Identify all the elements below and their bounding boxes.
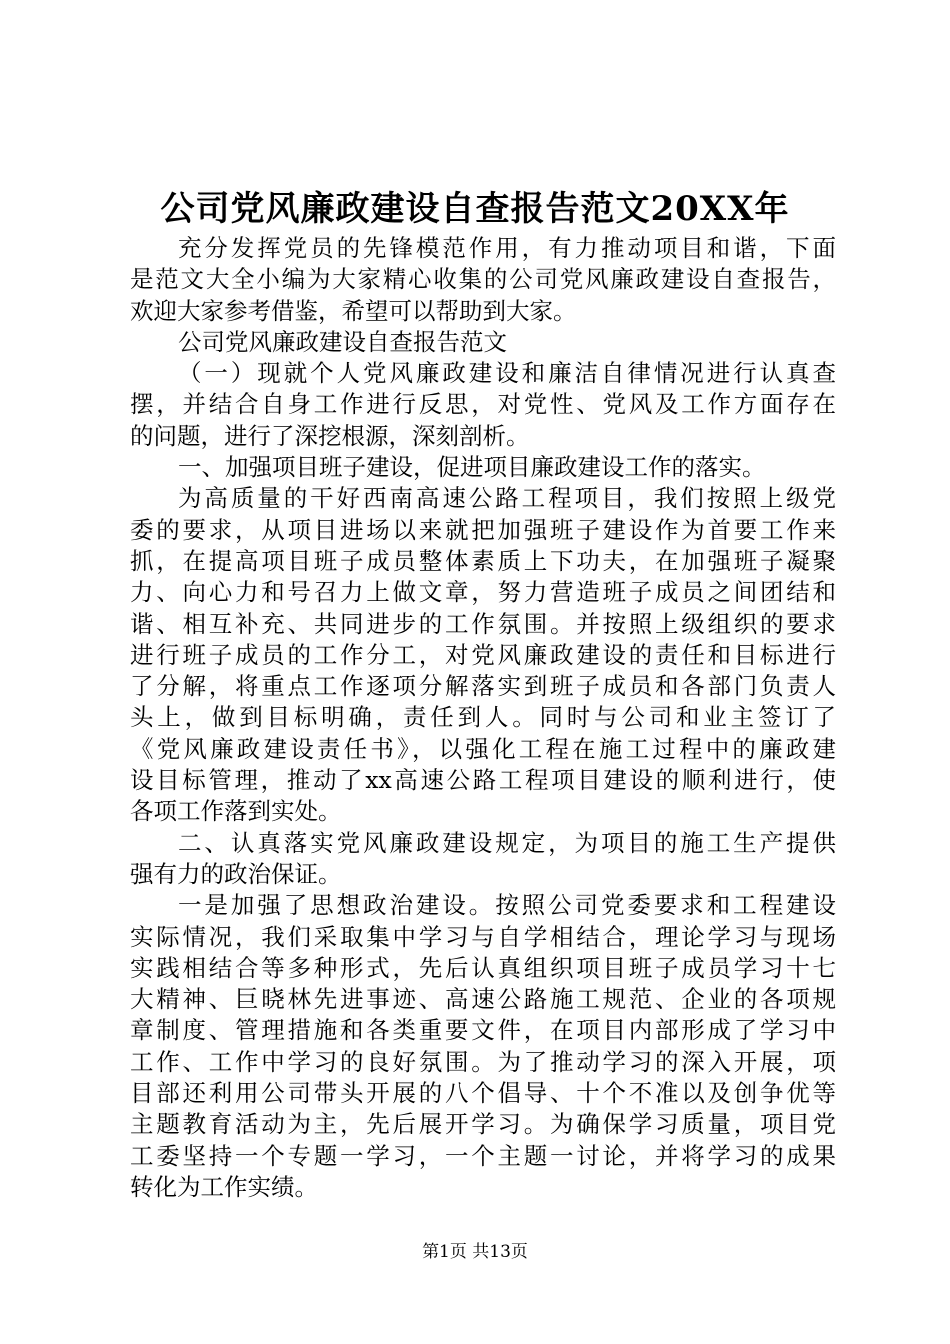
text-line: 了分解，将重点工作逐项分解落实到班子成员和各部门负责人 (130, 672, 836, 701)
text-line: （一）现就个人党风廉政建设和廉洁自律情况进行认真查 (178, 359, 836, 388)
text-line: 工委坚持一个专题一学习，一个主题一讨论，并将学习的成果 (130, 1141, 836, 1170)
text-line: 是范文大全小编为大家精心收集的公司党风廉政建设自查报告， (130, 265, 836, 294)
text-line: 抓，在提高项目班子成员整体素质上下功夫，在加强班子凝聚 (130, 546, 836, 575)
text-line: 为高质量的干好西南高速公路工程项目，我们按照上级党 (178, 484, 836, 513)
text-line: 工作、工作中学习的良好氛围。为了推动学习的深入开展，项 (130, 1047, 836, 1076)
text-line: 一、加强项目班子建设，促进项目廉政建设工作的落实。 (178, 453, 766, 482)
text-line: 摆，并结合自身工作进行反思，对党性、党风及工作方面存在 (130, 390, 836, 419)
text-line: 设目标管理，推动了xx高速公路工程项目建设的顺利进行，使 (130, 766, 836, 795)
text-line: 章制度、管理措施和各类重要文件，在项目内部形成了学习中 (130, 1016, 836, 1045)
text-line: 的问题，进行了深挖根源，深刻剖析。 (130, 421, 530, 450)
text-line: 《党风廉政建设责任书》，以强化工程在施工过程中的廉政建 (130, 734, 836, 763)
text-line: 谐、相互补充、共同进步的工作氛围。并按照上级组织的要求 (130, 609, 836, 638)
text-line: 公司党风廉政建设自查报告范文 (178, 327, 507, 356)
text-line: 各项工作落到实处。 (130, 797, 342, 826)
document-title: 公司党风廉政建设自查报告范文20XX年 (160, 189, 790, 229)
text-line: 力、向心力和号召力上做文章，努力营造班子成员之间团结和 (130, 578, 836, 607)
text-line: 委的要求，从项目进场以来就把加强班子建设作为首要工作来 (130, 515, 836, 544)
text-line: 进行班子成员的工作分工，对党风廉政建设的责任和目标进行 (130, 640, 836, 669)
text-line: 转化为工作实绩。 (130, 1172, 318, 1201)
text-line: 大精神、巨晓林先进事迹、高速公路施工规范、企业的各项规 (130, 985, 836, 1014)
text-line: 实践相结合等多种形式，先后认真组织项目班子成员学习十七 (130, 953, 836, 982)
text-line: 头上，做到目标明确，责任到人。同时与公司和业主签订了 (130, 703, 836, 732)
text-line: 充分发挥党员的先锋模范作用，有力推动项目和谐，下面 (178, 234, 836, 262)
text-line: 强有力的政治保证。 (130, 859, 342, 888)
document-body (130, 233, 836, 1203)
text-line: 实际情况，我们采取集中学习与自学相结合，理论学习与现场 (130, 922, 836, 951)
page-number-footer: 第1页 共13页 (422, 1242, 528, 1262)
text-line: 一是加强了思想政治建设。按照公司党委要求和工程建设 (178, 891, 836, 920)
text-line: 目部还利用公司带头开展的八个倡导、十个不准以及创争优等 (130, 1079, 836, 1108)
text-line: 二、认真落实党风廉政建设规定，为项目的施工生产提供 (178, 828, 836, 857)
text-line: 欢迎大家参考借鉴，希望可以帮助到大家。 (130, 296, 577, 325)
text-line: 主题教育活动为主，先后展开学习。为确保学习质量，项目党 (130, 1110, 836, 1139)
